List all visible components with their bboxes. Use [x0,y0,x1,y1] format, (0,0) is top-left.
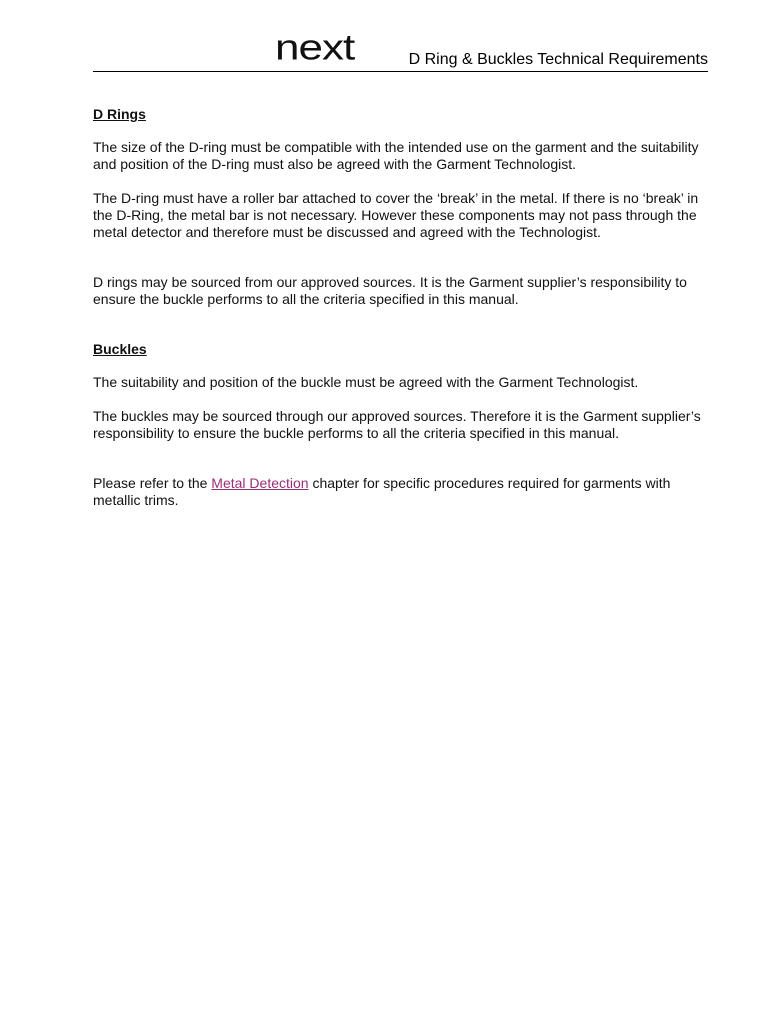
paragraph-buckle-sourcing: The buckles may be sourced through our approved sources. Therefore it is the Garment supplier’s responsibility to ensure the buckle performs to all the criteria specified in this manual. [93,408,701,441]
document-page [93,0,708,508]
paragraph-buckle-suitability: The suitability and position of the buckle must be agreed with the Garment Technologist. [93,374,639,390]
paragraph-d-ring-size: The size of the D-ring must be compatible with the intended use on the garment and the suitability and position of the D-ring must also be agreed with the Garment Technologist. [93,139,699,172]
paragraph-d-ring-sourcing: D rings may be sourced from our approved sources. It is the Garment supplier’s responsibility to ensure the buckle performs to all the criteria specified in this manual. [93,274,687,307]
brand-logo: next [275,27,355,68]
reference-suffix: chapter for specific procedures required for garments with metallic trims. [93,475,671,508]
paragraph-metal-detection-reference [93,475,711,509]
document-title: D Ring & Buckles Technical Requirements [408,51,708,68]
section-heading-d-rings: D Rings [93,106,146,122]
metal-detection-link[interactable]: Metal Detection [211,475,309,491]
page-header [93,0,708,72]
reference-prefix: Please refer to the [93,475,212,491]
paragraph-d-ring-roller-bar: The D-ring must have a roller bar attached to cover the ‘break’ in the metal. If there is no ‘break’ in the D-Ring, the metal bar is not necessary. However these components may not pass through the metal detector and therefore must be discussed and agreed with the Technologist. [93,190,699,240]
section-heading-buckles: Buckles [93,341,147,357]
